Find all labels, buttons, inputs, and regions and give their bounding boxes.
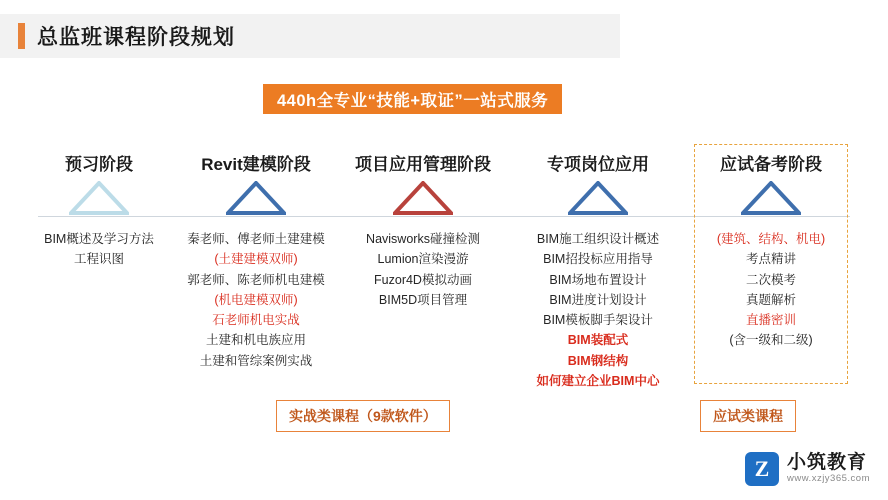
page-title: 总监班课程阶段规划 <box>37 26 235 49</box>
list-item: 土建和机电族应用 <box>205 333 306 348</box>
list-item: (含一级和二级) <box>729 333 813 348</box>
list-item: Navisworks碰撞检测 <box>366 232 480 246</box>
list-item: (土建建模双师) <box>214 252 298 267</box>
list-item: BIM装配式 <box>567 333 629 348</box>
peak-marker-icon <box>226 181 286 215</box>
list-item: BIM5D项目管理 <box>378 292 468 307</box>
peak-marker-icon <box>741 181 801 215</box>
stage-item-list <box>24 229 174 270</box>
stage-column-exam-preparation <box>694 150 848 351</box>
list-item: (机电建模双师) <box>214 292 298 307</box>
list-item: BIM场地布置设计 <box>549 272 647 287</box>
stage-heading: Revit建模阶段 <box>201 155 311 174</box>
stage-heading: 项目应用管理阶段 <box>355 155 491 174</box>
brand-logo <box>745 452 870 486</box>
list-item: 如何建立企业BIM中心 <box>536 373 660 388</box>
category-tag-exam: 应试类课程 <box>700 400 796 432</box>
list-item: BIM概述及学习方法 <box>44 232 154 246</box>
stage-heading: 专项岗位应用 <box>547 155 649 174</box>
list-item: 二次模考 <box>745 272 796 287</box>
list-item: Lumion渲染漫游 <box>377 252 469 267</box>
stage-heading: 应试备考阶段 <box>720 155 822 174</box>
list-item: BIM模板脚手架设计 <box>543 313 653 327</box>
list-item: Fuzor4D模拟动画 <box>374 272 472 287</box>
stage-column-project-application <box>338 150 508 310</box>
stage-column-preview <box>24 150 174 270</box>
logo-url: www.xzjy365.com <box>787 473 870 485</box>
promo-banner: 440h全专业“技能+取证”一站式服务 <box>263 84 562 114</box>
stage-column-revit-modeling <box>176 150 336 371</box>
list-item: 土建和管综案例实战 <box>199 353 313 368</box>
logo-name: 小筑教育 <box>787 452 868 474</box>
stage-heading: 预习阶段 <box>65 155 133 174</box>
peak-marker-icon <box>69 181 129 215</box>
category-tag-practice: 实战类课程（9款软件） <box>276 400 450 432</box>
peak-marker-icon <box>393 181 453 215</box>
list-item: BIM钢结构 <box>567 353 629 368</box>
list-item: 石老师机电实战 <box>212 313 300 327</box>
list-item: 考点精讲 <box>745 252 796 267</box>
stage-item-list <box>176 229 336 371</box>
list-item: BIM进度计划设计 <box>549 292 647 307</box>
stage-item-list <box>512 229 684 391</box>
logo-text <box>787 453 870 484</box>
list-item: 秦老师、傅老师土建建模 <box>187 232 325 246</box>
peak-marker-icon <box>568 181 628 215</box>
list-item: (建筑、结构、机电) <box>716 232 826 246</box>
list-item: 直播密训 <box>745 313 796 327</box>
list-item: BIM招投标应用指导 <box>543 252 653 267</box>
logo-mark-icon: Z <box>745 452 779 486</box>
list-item: 郭老师、陈老师机电建模 <box>187 272 325 287</box>
list-item: 真题解析 <box>745 292 796 307</box>
page-title-bar <box>0 14 620 58</box>
title-accent-bar <box>18 23 25 49</box>
stage-item-list <box>338 229 508 310</box>
stage-item-list <box>694 229 848 351</box>
list-item: 工程识图 <box>73 252 124 267</box>
list-item: BIM施工组织设计概述 <box>536 232 660 246</box>
stage-column-specialized-position <box>512 150 684 391</box>
